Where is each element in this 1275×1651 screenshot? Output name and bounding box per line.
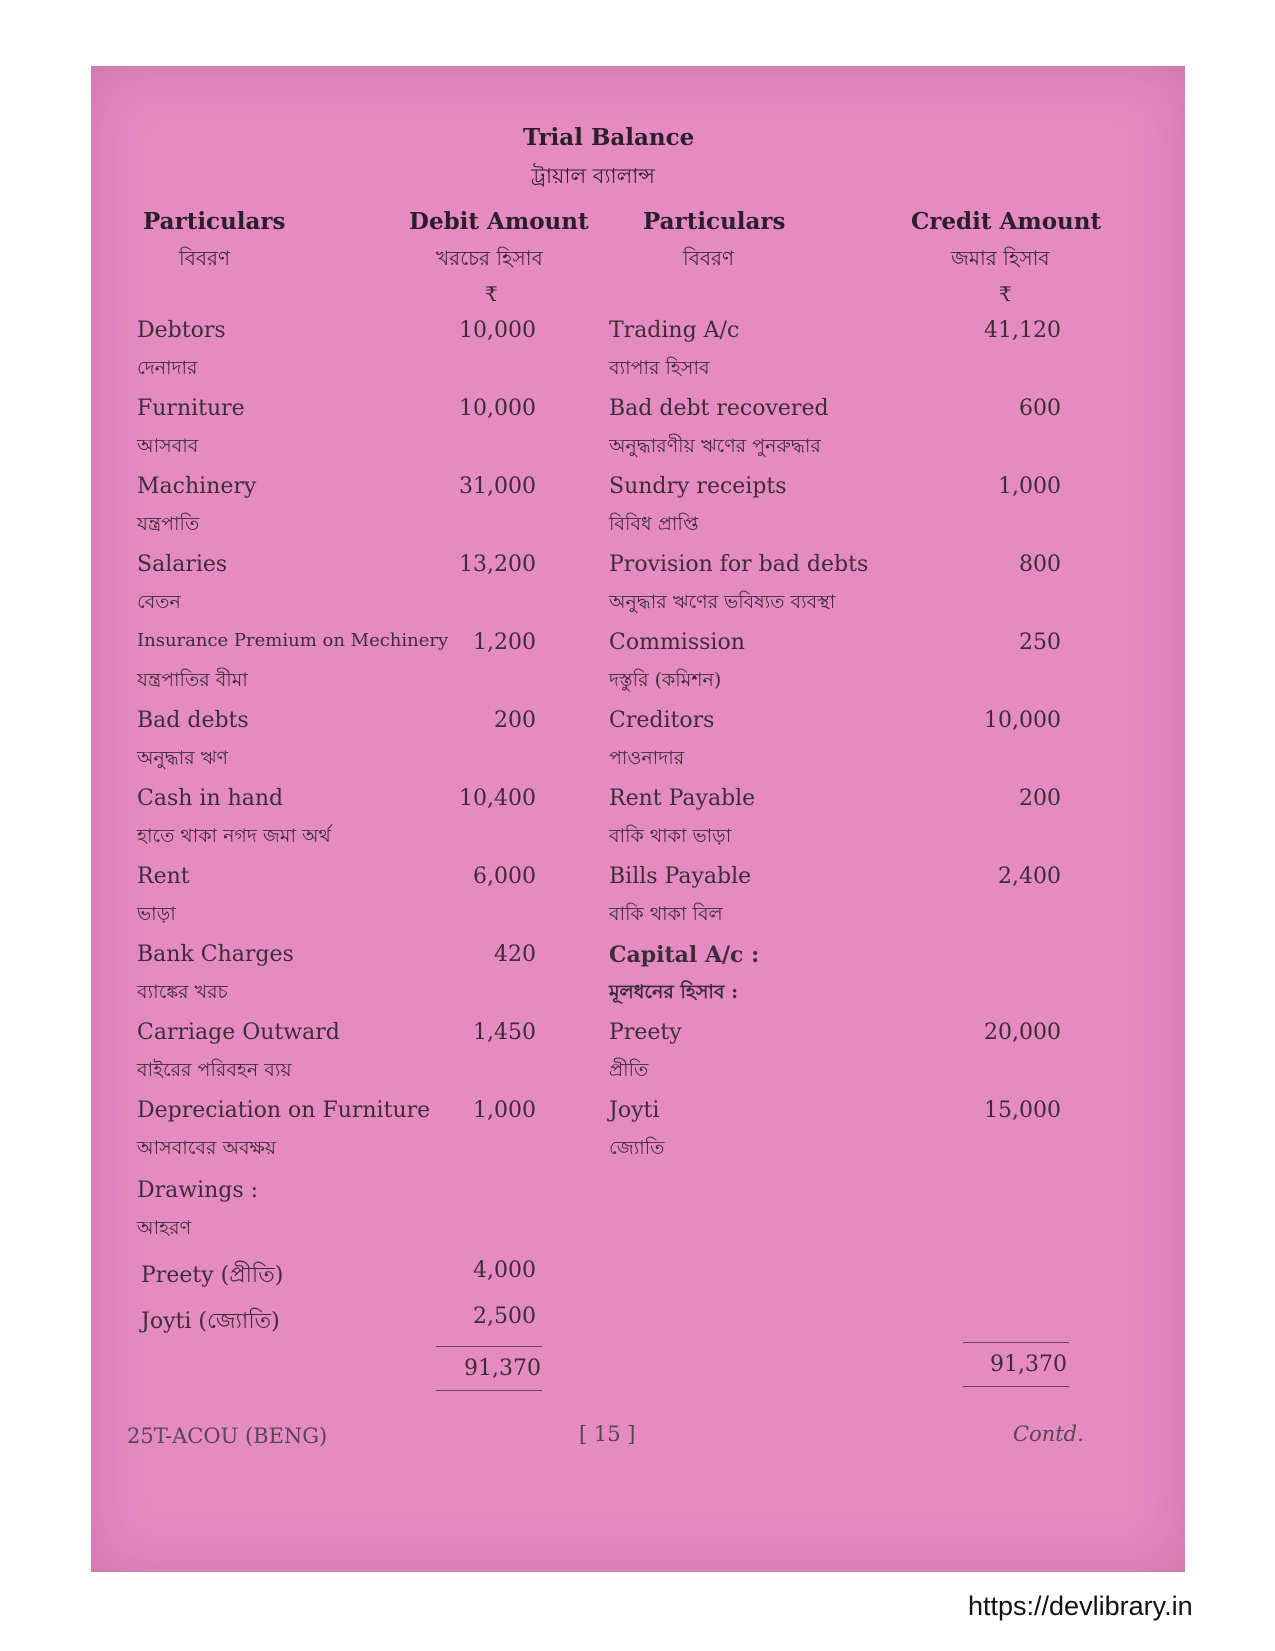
debit-row-label: Cash in hand bbox=[137, 786, 284, 811]
credit-row-amount: 250 bbox=[1019, 630, 1061, 655]
debit-row-amount: 10,000 bbox=[459, 318, 536, 343]
debit-row-amount: 1,200 bbox=[473, 630, 536, 655]
credit-row-label: Provision for bad debts bbox=[609, 552, 869, 577]
credit-row-amount: 41,120 bbox=[984, 318, 1061, 343]
credit-row-label-bn: জ্যোতি bbox=[609, 1137, 665, 1159]
credit-row-label: Trading A/c bbox=[609, 318, 740, 343]
debit-row-label-bn: আসবাবের অবক্ষয় bbox=[137, 1137, 277, 1159]
debit-row-label: Machinery bbox=[137, 474, 257, 499]
credit-row-amount: 10,000 bbox=[984, 708, 1061, 733]
drawings-label-bn: আহরণ bbox=[137, 1217, 192, 1239]
credit-row-amount: 20,000 bbox=[984, 1020, 1061, 1045]
credit-row-amount: 800 bbox=[1019, 552, 1061, 577]
total-rule-top-credit bbox=[963, 1342, 1069, 1343]
total-rule-top-debit bbox=[436, 1346, 542, 1347]
total-rule-bottom-debit bbox=[436, 1390, 542, 1391]
debit-row-label-bn: আসবাব bbox=[137, 435, 199, 457]
credit-row-label-bn: অনুদ্ধার ঋণের ভবিষ্যত ব্যবস্থা bbox=[609, 591, 836, 613]
header-credit-particulars-bn: বিবরণ bbox=[683, 246, 735, 270]
credit-row-label: Rent Payable bbox=[609, 786, 756, 811]
drawings-row-label: Joyti (জ্যোতি) bbox=[141, 1309, 280, 1334]
debit-row-label: Carriage Outward bbox=[137, 1020, 340, 1045]
debit-row-label-bn: অনুদ্ধার ঋণ bbox=[137, 747, 228, 769]
header-debit-amount-bn: খরচের হিসাব bbox=[436, 246, 543, 270]
credit-total: 91,370 bbox=[990, 1352, 1067, 1377]
debit-row-label-bn: যন্ত্রপাতি bbox=[137, 513, 200, 535]
drawings-row-amount: 4,000 bbox=[473, 1258, 536, 1283]
header-debit-particulars: Particulars bbox=[143, 208, 286, 235]
debit-row-amount: 420 bbox=[494, 942, 536, 967]
drawings-row-amount: 2,500 bbox=[473, 1304, 536, 1329]
paper-code: 25T-ACOU (BENG) bbox=[127, 1424, 328, 1448]
credit-row-label-bn: অনুদ্ধারণীয় ঋণের পুনরুদ্ধার bbox=[609, 435, 821, 457]
debit-row-amount: 1,450 bbox=[473, 1020, 536, 1045]
debit-row-label: Rent bbox=[137, 864, 190, 889]
header-credit-amount: Credit Amount bbox=[911, 208, 1102, 235]
debit-row-label-bn: যন্ত্রপাতির বীমা bbox=[137, 669, 248, 691]
continued-note: Contd. bbox=[1013, 1422, 1084, 1446]
total-rule-bottom-credit bbox=[963, 1386, 1069, 1387]
debit-row-label-bn: ব্যাঙ্কের খরচ bbox=[137, 981, 228, 1003]
page-number: [ 15 ] bbox=[579, 1422, 636, 1446]
currency-symbol-credit: ₹ bbox=[999, 282, 1012, 306]
capital-account-label-bn: মূলধনের হিসাব : bbox=[609, 981, 739, 1003]
credit-row-amount: 1,000 bbox=[998, 474, 1061, 499]
credit-row-amount: 600 bbox=[1019, 396, 1061, 421]
currency-symbol-debit: ₹ bbox=[485, 282, 498, 306]
debit-row-label-bn: বেতন bbox=[137, 591, 181, 613]
debit-row-amount: 10,000 bbox=[459, 396, 536, 421]
drawings-row-label: Preety (প্রীতি) bbox=[141, 1263, 284, 1288]
debit-row-label: Salaries bbox=[137, 552, 228, 577]
credit-row-label: Bad debt recovered bbox=[609, 396, 829, 421]
drawings-label: Drawings : bbox=[137, 1178, 259, 1203]
debit-row-label: Depreciation on Furniture bbox=[137, 1098, 431, 1123]
credit-row-amount: 15,000 bbox=[984, 1098, 1061, 1123]
credit-row-amount: 2,400 bbox=[998, 864, 1061, 889]
credit-row-label: Preety bbox=[609, 1020, 682, 1045]
credit-row-amount: 200 bbox=[1019, 786, 1061, 811]
header-credit-particulars: Particulars bbox=[643, 208, 786, 235]
debit-row-amount: 200 bbox=[494, 708, 536, 733]
credit-row-label: Sundry receipts bbox=[609, 474, 787, 499]
watermark-url: https://devlibrary.in bbox=[968, 1591, 1193, 1621]
credit-row-label-bn: বাকি থাকা বিল bbox=[609, 903, 723, 925]
debit-row-label: Bad debts bbox=[137, 708, 249, 733]
credit-row-label: Joyti bbox=[609, 1098, 660, 1123]
header-debit-amount: Debit Amount bbox=[409, 208, 589, 235]
debit-row-label-bn: ভাড়া bbox=[137, 903, 176, 925]
document-title: Trial Balance bbox=[523, 124, 695, 151]
capital-account-label: Capital A/c : bbox=[609, 942, 760, 968]
debit-row-amount: 1,000 bbox=[473, 1098, 536, 1123]
debit-row-label: Debtors bbox=[137, 318, 226, 343]
credit-row-label: Bills Payable bbox=[609, 864, 752, 889]
credit-row-label-bn: প্রীতি bbox=[609, 1059, 649, 1081]
debit-row-label-bn: বাইরের পরিবহন ব্যয় bbox=[137, 1059, 292, 1081]
header-credit-amount-bn: জমার হিসাব bbox=[951, 246, 1050, 270]
debit-row-amount: 31,000 bbox=[459, 474, 536, 499]
debit-row-label: Insurance Premium on Mechinery bbox=[137, 630, 449, 651]
credit-row-label-bn: বাকি থাকা ভাড়া bbox=[609, 825, 732, 847]
debit-row-amount: 6,000 bbox=[473, 864, 536, 889]
debit-row-amount: 13,200 bbox=[459, 552, 536, 577]
credit-row-label: Creditors bbox=[609, 708, 715, 733]
debit-row-label: Bank Charges bbox=[137, 942, 294, 967]
document-page bbox=[91, 66, 1185, 1572]
credit-row-label-bn: পাওনাদার bbox=[609, 747, 685, 769]
debit-row-label: Furniture bbox=[137, 396, 245, 421]
credit-row-label: Commission bbox=[609, 630, 745, 655]
debit-total: 91,370 bbox=[464, 1356, 541, 1381]
debit-row-label-bn: দেনাদার bbox=[137, 357, 198, 379]
debit-row-amount: 10,400 bbox=[459, 786, 536, 811]
credit-row-label-bn: বিবিধ প্রাপ্তি bbox=[609, 513, 699, 535]
credit-row-label-bn: ব্যাপার হিসাব bbox=[609, 357, 710, 379]
document-title-bengali: ট্রায়াল ব্যালান্স bbox=[531, 164, 655, 188]
credit-row-label-bn: দস্তুরি (কমিশন) bbox=[609, 669, 722, 691]
debit-row-label-bn: হাতে থাকা নগদ জমা অর্থ bbox=[137, 825, 331, 847]
header-debit-particulars-bn: বিবরণ bbox=[179, 246, 231, 270]
